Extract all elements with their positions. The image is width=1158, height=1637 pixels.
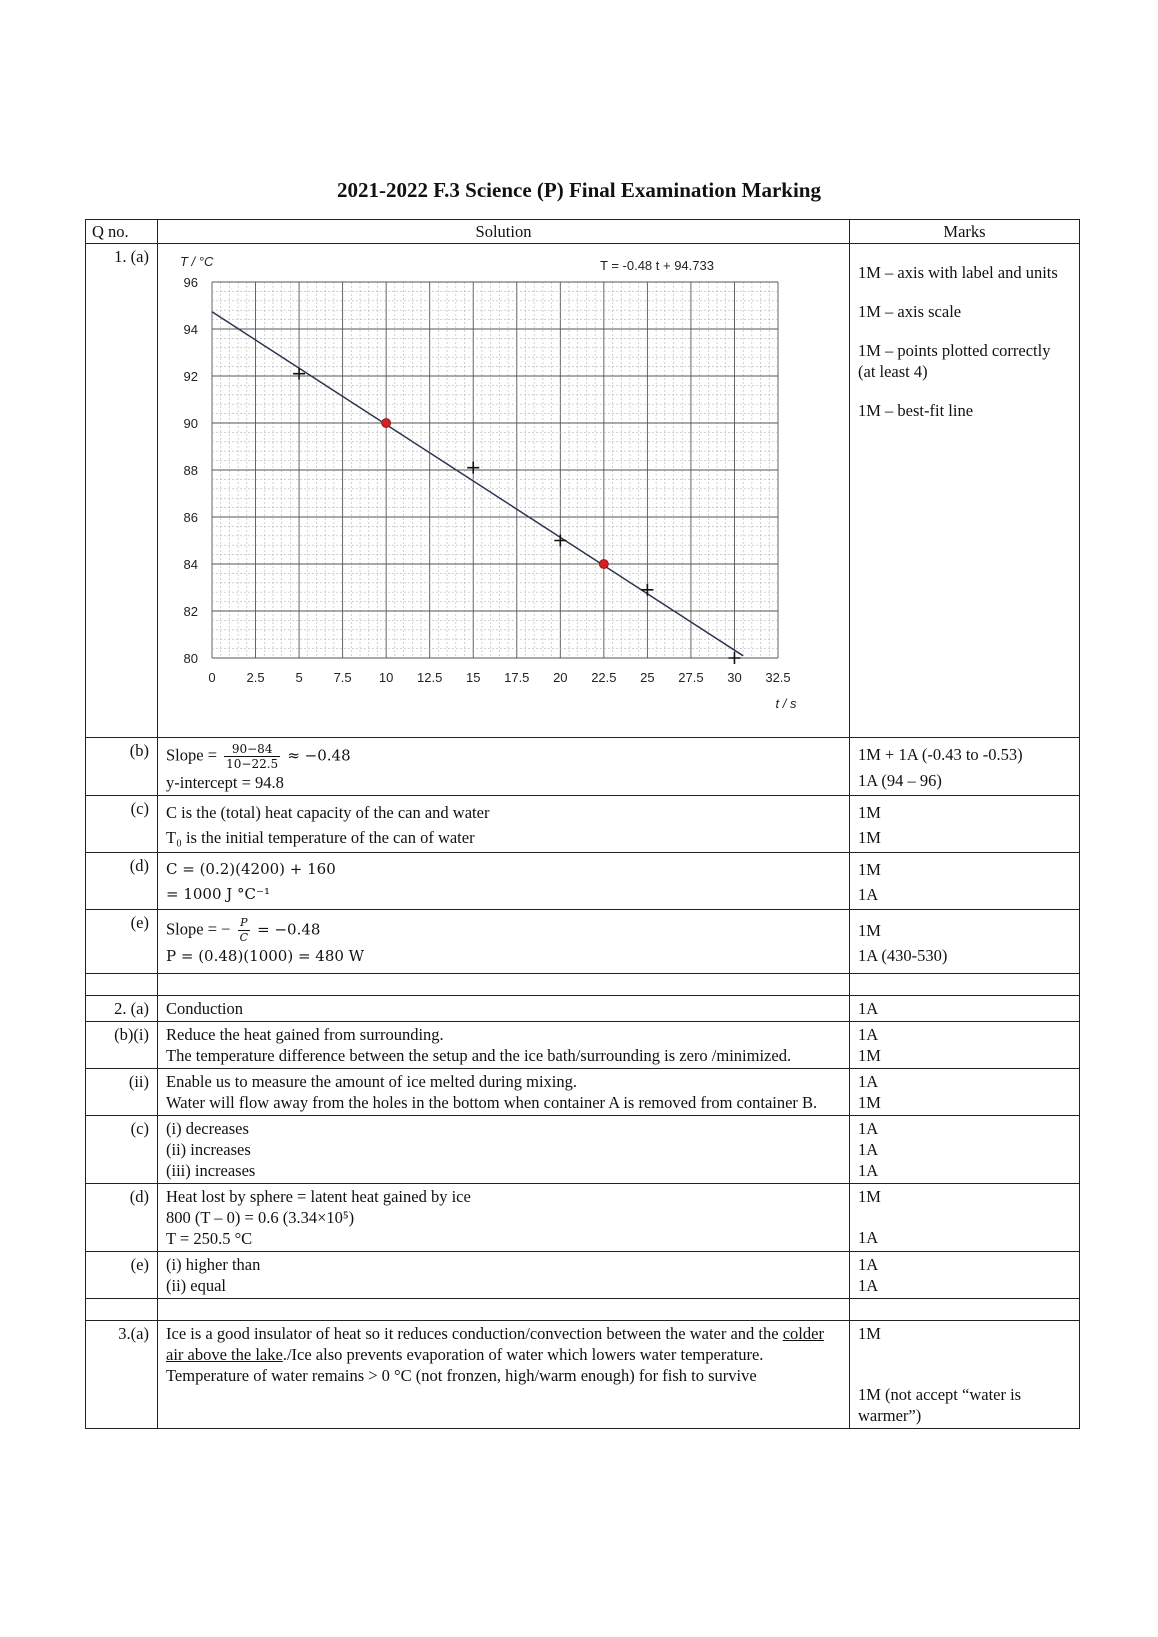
mark-item: 1M – axis with label and units (858, 263, 1058, 282)
q1c-solution (158, 796, 850, 853)
solution-line: 800 (T – 0) = 0.6 (3.34×10⁵) (166, 1208, 355, 1227)
solution-line: Temperature of water remains > 0 °C (not fronzen, high/warm enough) for fish to survive (166, 1366, 757, 1385)
y-tick-label: 90 (183, 416, 198, 431)
fraction-denominator: 10−22.5 (226, 757, 279, 771)
mark-gap (858, 1364, 1071, 1384)
q1d-row (86, 853, 1080, 910)
mark-item: 1A (430-530) (858, 946, 948, 965)
power-result: P = (0.48)(1000) = 480 W (166, 947, 365, 965)
solution-line: (i) higher than (166, 1255, 261, 1274)
solution-line: (ii) increases (166, 1140, 251, 1159)
y-tick-label: 84 (183, 557, 198, 572)
mark-item: 1A (858, 885, 879, 904)
q2bi-marks (850, 1022, 1080, 1069)
q1d-label: (d) (86, 853, 158, 910)
mark-item: 1A (858, 1140, 879, 1159)
q1c-label: (c) (86, 796, 158, 853)
solution-line: T = 250.5 °C (166, 1229, 253, 1248)
x-tick-label: 17.5 (504, 670, 530, 685)
q2a-row (86, 996, 1080, 1022)
x-tick-label: 10 (378, 670, 394, 685)
data-point (467, 462, 479, 474)
x-tick-label: 2.5 (246, 670, 265, 685)
q2e-marks (850, 1252, 1080, 1299)
q2d-solution (158, 1184, 850, 1252)
temperature-time-graph (158, 244, 838, 732)
q3a-solution (158, 1321, 850, 1429)
q1b-marks (850, 738, 1080, 796)
mark-item: 1A (94 – 96) (858, 771, 942, 790)
slope-fraction (224, 742, 280, 771)
y-tick-label: 86 (183, 510, 198, 525)
header-solution: Solution (158, 220, 850, 244)
mark-item: 1M (858, 1093, 881, 1112)
q2bii-marks (850, 1069, 1080, 1116)
q3a-row (86, 1321, 1080, 1429)
mark-item: 1M – best-fit line (858, 401, 974, 420)
q1e-label: (e) (86, 910, 158, 974)
q1a-graph-cell (158, 244, 850, 738)
table-header-row (86, 220, 1080, 244)
x-tick-label: 5 (295, 670, 303, 685)
mark-gap (858, 1207, 1071, 1227)
q2bi-solution (158, 1022, 850, 1069)
data-point (641, 584, 653, 596)
q2c-marks (850, 1116, 1080, 1184)
q2bii-label: (ii) (86, 1069, 158, 1116)
q1a-row (86, 244, 1080, 738)
q2c-solution (158, 1116, 850, 1184)
q3a-label: 3.(a) (86, 1321, 158, 1429)
solution-line: Heat lost by sphere = latent heat gained by ice (166, 1187, 471, 1206)
solution-text: ./Ice also prevents evaporation of water which lowers water temperature. (282, 1345, 764, 1364)
slope-value: ≈ −0.48 (287, 746, 351, 765)
mark-item: 1M – axis scale (858, 302, 962, 321)
q2bii-row (86, 1069, 1080, 1116)
solution-line: Water will flow away from the holes in the bottom when container A is removed from container B. (166, 1093, 818, 1112)
mark-item: 1M (858, 828, 881, 847)
fraction-denominator: C (239, 931, 248, 944)
solution-line: Reduce the heat gained from surrounding. (166, 1025, 444, 1044)
y-tick-label: 92 (183, 369, 198, 384)
q1e-row (86, 910, 1080, 974)
x-tick-label: 0 (208, 670, 216, 685)
q3a-marks (850, 1321, 1080, 1429)
underlined-text: colder air above the lake (166, 1324, 824, 1364)
q2c-label: (c) (86, 1116, 158, 1184)
mark-item: 1A (858, 1025, 879, 1044)
x-tick-label: 30 (727, 670, 742, 685)
mark-gap (858, 1344, 1071, 1364)
y-tick-label: 88 (183, 463, 198, 478)
x-tick-label: 27.5 (678, 670, 704, 685)
mark-item: 1A (858, 1119, 879, 1138)
x-tick-label: 32.5 (765, 670, 791, 685)
q1c-marks (850, 796, 1080, 853)
q2e-label: (e) (86, 1252, 158, 1299)
q2bi-row (86, 1022, 1080, 1069)
q1b-label: (b) (86, 738, 158, 796)
mark-item: 1M (not accept “water is warmer”) (858, 1385, 1022, 1425)
spacer-row (86, 1299, 1080, 1321)
q1a-marks (850, 244, 1080, 738)
x-tick-label: 22.5 (591, 670, 617, 685)
q2d-label: (d) (86, 1184, 158, 1252)
data-point (293, 368, 305, 380)
q2d-marks (850, 1184, 1080, 1252)
q1c-row (86, 796, 1080, 853)
mark-item: 1M (858, 1187, 881, 1206)
mark-item: 1A (858, 1228, 879, 1247)
solution-line: T₀ is the initial temperature of the can of water (166, 828, 475, 847)
q2a-marks: 1A (850, 996, 1080, 1022)
slope-fraction (238, 916, 250, 945)
mark-item: 1M (858, 803, 881, 822)
q1b-solution (158, 738, 850, 796)
mark-item: 1M – points plotted correctly (at least 4) (858, 341, 1051, 381)
mark-item: 1A (858, 1276, 879, 1295)
x-axis-label: t / s (775, 696, 797, 711)
x-tick-label: 7.5 (333, 670, 352, 685)
q1d-solution (158, 853, 850, 910)
q1a-label: 1. (a) (86, 244, 158, 738)
solution-line: (iii) increases (166, 1161, 256, 1180)
equation-label: T = -0.48 t + 94.733 (600, 258, 714, 273)
mark-item: 1M (858, 921, 881, 940)
highlight-point (599, 560, 608, 569)
best-fit-line (212, 312, 743, 656)
header-qno: Q no. (86, 220, 158, 244)
slope-label: Slope = (166, 745, 218, 765)
fraction-numerator: 90−84 (224, 742, 280, 757)
data-point (728, 652, 740, 664)
mark-item: 1A (858, 1161, 879, 1180)
q2d-row (86, 1184, 1080, 1252)
mark-item: 1M (858, 860, 881, 879)
q2bii-solution (158, 1069, 850, 1116)
q1e-marks (850, 910, 1080, 974)
q2bi-label: (b)(i) (86, 1022, 158, 1069)
mark-item: 1M + 1A (-0.43 to -0.53) (858, 745, 1023, 764)
x-tick-label: 25 (640, 670, 655, 685)
q1e-solution (158, 910, 850, 974)
header-marks: Marks (850, 220, 1080, 244)
y-intercept: y-intercept = 94.8 (166, 773, 284, 792)
solution-line: C is the (total) heat capacity of the can and water (166, 803, 490, 822)
q2c-row (86, 1116, 1080, 1184)
q2e-row (86, 1252, 1080, 1299)
solution-line: = 1000 J °C⁻¹ (166, 885, 270, 903)
mark-item: 1M (858, 1324, 881, 1343)
grid (212, 282, 778, 658)
x-tick-label: 20 (553, 670, 568, 685)
mark-item: 1M (858, 1046, 881, 1065)
highlight-point (382, 419, 391, 428)
q2a-label: 2. (a) (86, 996, 158, 1022)
solution-text: Ice is a good insulator of heat so it reduces conduction/convection between the water and the (166, 1324, 779, 1343)
fraction-numerator: P (238, 916, 250, 931)
q2a-solution: Conduction (158, 996, 850, 1022)
y-tick-label: 82 (183, 604, 198, 619)
spacer-row (86, 974, 1080, 996)
marking-table (85, 219, 1080, 1429)
y-tick-label: 94 (183, 322, 198, 337)
x-tick-label: 12.5 (417, 670, 443, 685)
mark-item: 1A (858, 1255, 879, 1274)
solution-line: (ii) equal (166, 1276, 227, 1295)
y-tick-label: 96 (183, 275, 198, 290)
data-point (554, 535, 566, 547)
x-tick-label: 15 (465, 670, 481, 685)
q2e-solution (158, 1252, 850, 1299)
mark-item: 1A (858, 1072, 879, 1091)
slope-value: = −0.48 (257, 920, 321, 939)
solution-line: The temperature difference between the setup and the ice bath/surrounding is zero /minimized. (166, 1046, 792, 1065)
y-axis-label: T / °C (180, 254, 214, 269)
page-title: 2021-2022 F.3 Science (P) Final Examination Marking (337, 178, 821, 202)
y-tick-label: 80 (183, 651, 198, 666)
solution-line: C = (0.2)(4200) + 160 (166, 860, 336, 878)
solution-line: (i) decreases (166, 1119, 249, 1138)
solution-line: Enable us to measure the amount of ice melted during mixing. (166, 1072, 578, 1091)
slope-label: Slope = − (166, 919, 231, 939)
q1d-marks (850, 853, 1080, 910)
q1b-row (86, 738, 1080, 796)
